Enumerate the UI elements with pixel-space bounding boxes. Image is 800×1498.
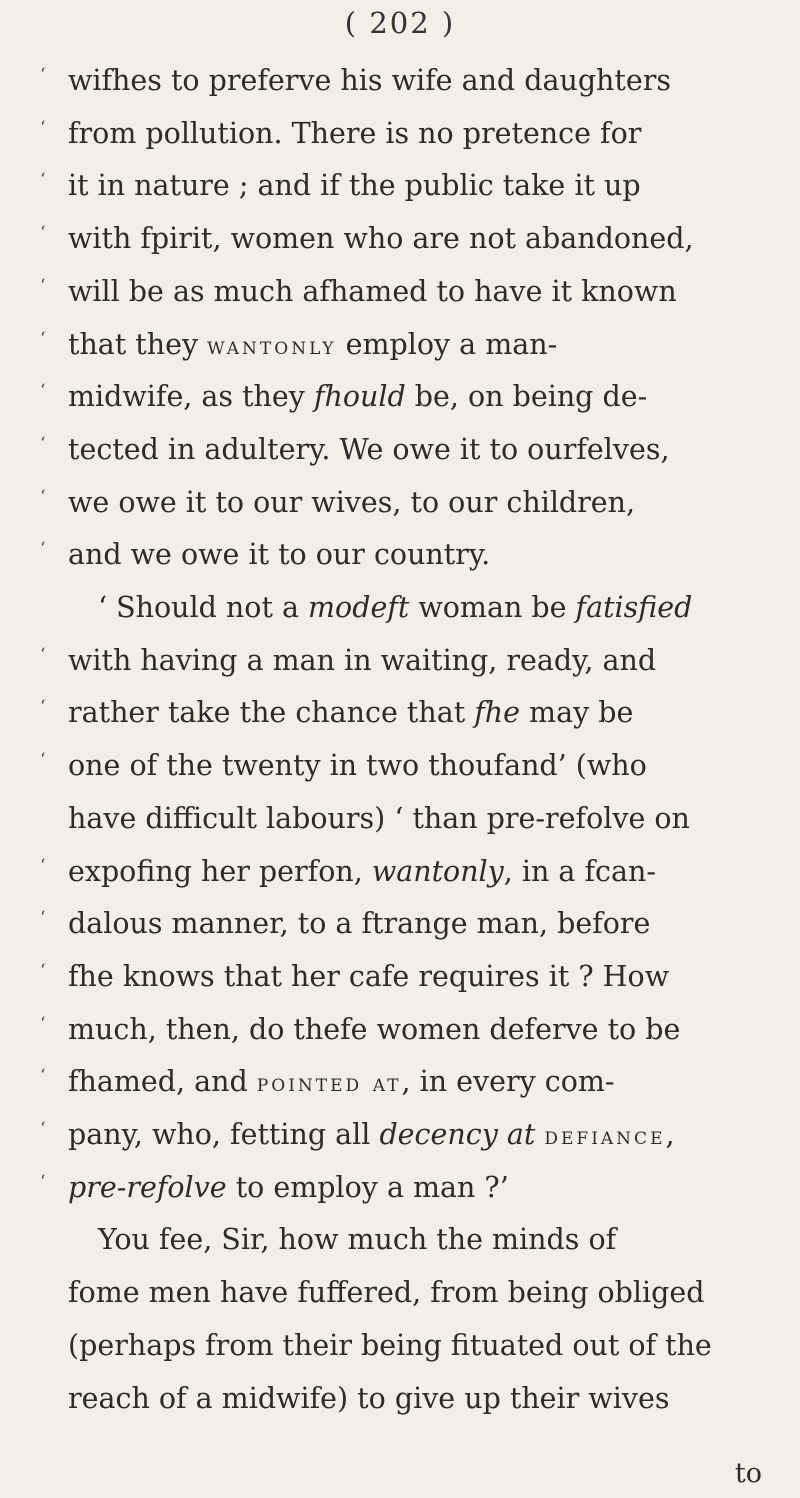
text-segment: will be as much afhamed to have it known bbox=[68, 274, 677, 308]
text-segment: woman be bbox=[409, 591, 576, 624]
text-segment: , in every com- bbox=[401, 1065, 615, 1099]
quote-mark: ‘ bbox=[40, 328, 46, 349]
text-segment: fhould bbox=[313, 380, 406, 414]
text-segment: fhe bbox=[474, 696, 520, 730]
quote-mark: ‘ bbox=[40, 275, 46, 296]
text-segment: rather take the chance that bbox=[68, 696, 475, 730]
text-segment: midwife, as they bbox=[68, 380, 314, 414]
text-segment: , in a fcan- bbox=[503, 854, 656, 888]
quote-mark: ‘ bbox=[40, 65, 46, 85]
text-line bbox=[40, 274, 780, 308]
text-segment: that they bbox=[68, 327, 208, 361]
text-line bbox=[40, 1328, 780, 1362]
text-line bbox=[40, 907, 780, 941]
text-segment: (perhaps from their being fituated out of the bbox=[68, 1328, 712, 1362]
text-segment: You fee, Sir, how much the minds of bbox=[98, 1223, 617, 1257]
quote-mark: ‘ bbox=[40, 1171, 46, 1192]
quote-mark: ‘ bbox=[40, 486, 46, 507]
text-segment: to employ a man ?’ bbox=[226, 1170, 509, 1204]
text-line bbox=[40, 222, 780, 256]
text-segment: expofing her perfon, bbox=[68, 854, 372, 888]
text-segment: ‘ Should not a bbox=[98, 591, 309, 624]
text-segment: much, then, do thefe women deferve to be bbox=[68, 1012, 681, 1046]
text-segment: dalous manner, to a ftrange man, before bbox=[68, 907, 651, 941]
quote-mark: ‘ bbox=[40, 960, 46, 981]
text-segment: pre-refolve bbox=[68, 1170, 227, 1204]
text-line bbox=[40, 749, 780, 783]
text-line bbox=[40, 432, 780, 466]
text-segment: , bbox=[665, 1118, 675, 1151]
text-segment: with having a man in waiting, ready, and bbox=[68, 643, 657, 677]
text-line bbox=[40, 380, 780, 414]
text-segment: from pollution. There is no pretence for bbox=[68, 116, 642, 150]
quote-mark: ‘ bbox=[40, 697, 46, 718]
text-line bbox=[40, 64, 780, 97]
quote-mark: ‘ bbox=[40, 223, 46, 244]
quote-mark: ‘ bbox=[40, 170, 46, 191]
text-segment: and we owe it to our country. bbox=[68, 538, 491, 572]
text-segment: decency at bbox=[379, 1118, 536, 1151]
quote-mark: ‘ bbox=[40, 381, 46, 402]
quote-mark: ‘ bbox=[40, 908, 46, 929]
text-segment: have difficult labours) ‘ than pre-refolve on bbox=[68, 801, 690, 835]
text-segment: pointed at bbox=[256, 1069, 402, 1098]
quote-mark: ‘ bbox=[40, 539, 46, 560]
text-line bbox=[40, 1276, 780, 1310]
quote-mark: ‘ bbox=[40, 433, 46, 454]
catchword: to bbox=[734, 1458, 762, 1489]
text-segment: wantonly bbox=[371, 854, 504, 888]
text-line bbox=[40, 801, 780, 835]
text-line bbox=[40, 1118, 780, 1151]
text-line bbox=[40, 696, 780, 730]
text-segment: it in nature ; and if the public take it up bbox=[68, 169, 641, 203]
text-line bbox=[40, 485, 780, 519]
text-segment: fhe knows that her cafe requires it ? How bbox=[68, 959, 670, 993]
text-segment: with fpirit, women who are not abandoned, bbox=[68, 222, 694, 256]
quote-mark: ‘ bbox=[40, 750, 46, 771]
quote-mark: ‘ bbox=[40, 644, 46, 665]
quote-mark: ‘ bbox=[40, 855, 46, 876]
text-line bbox=[40, 959, 780, 993]
text-segment: defiance bbox=[544, 1122, 666, 1150]
text-line bbox=[40, 1170, 780, 1204]
text-segment: be, on being de- bbox=[405, 380, 648, 414]
text-segment bbox=[535, 1118, 544, 1151]
text-segment: pany, who, fetting all bbox=[68, 1118, 380, 1151]
text-segment: fome men have fuffered, from being obliged bbox=[68, 1276, 705, 1310]
text-segment: modeft bbox=[308, 591, 410, 624]
text-segment: we owe it to our wives, to our children, bbox=[68, 485, 636, 519]
quote-mark: ‘ bbox=[40, 1066, 46, 1087]
text-segment: fhamed, and bbox=[68, 1065, 257, 1099]
text-line bbox=[40, 538, 780, 572]
text-segment: wifhes to preferve his wife and daughters bbox=[68, 64, 671, 97]
text-line bbox=[40, 643, 780, 677]
text-line bbox=[40, 591, 780, 624]
text-line bbox=[40, 1223, 780, 1257]
text-line bbox=[40, 1065, 780, 1099]
text-line bbox=[40, 1012, 780, 1046]
page-number: ( 202 ) bbox=[344, 6, 456, 40]
text-line bbox=[40, 854, 780, 888]
text-segment: wantonly bbox=[207, 331, 337, 360]
text-line bbox=[40, 327, 780, 361]
text-segment: tected in adultery. We owe it to ourfelves, bbox=[68, 432, 670, 466]
text-segment: one of the twenty in two thoufand’ (who bbox=[68, 749, 647, 783]
text-segment: fatisfied bbox=[575, 591, 693, 624]
text-line bbox=[40, 1381, 780, 1415]
text-line bbox=[40, 169, 780, 203]
text-line bbox=[40, 116, 780, 150]
text-segment: reach of a midwife) to give up their wives bbox=[68, 1381, 670, 1415]
text-segment: employ a man- bbox=[336, 327, 558, 361]
quote-mark: ‘ bbox=[40, 1013, 46, 1034]
quote-mark: ‘ bbox=[40, 1119, 46, 1139]
quote-mark: ‘ bbox=[40, 117, 46, 138]
text-segment: may be bbox=[520, 696, 634, 730]
